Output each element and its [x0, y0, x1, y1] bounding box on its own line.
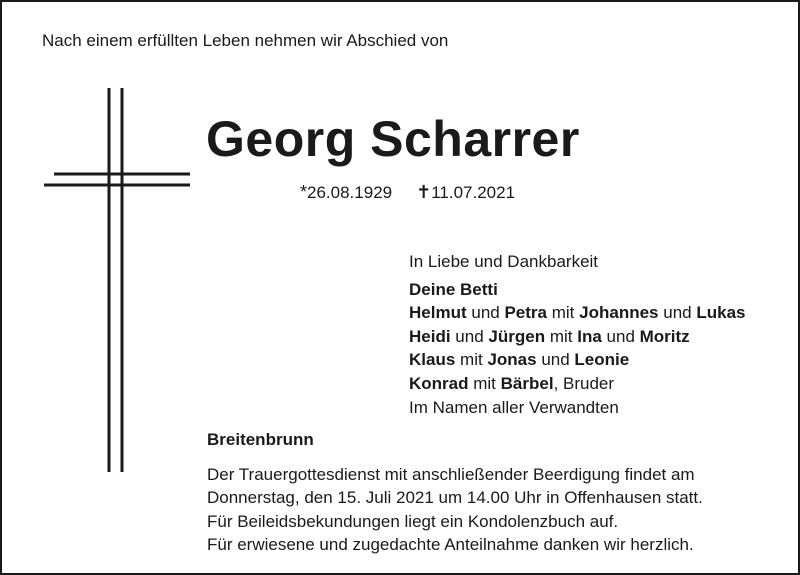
birth-date: 26.08.1929 — [307, 183, 393, 202]
mourner-line: Klaus mit Jonas und Leonie — [409, 350, 630, 370]
place-name: Breitenbrunn — [207, 430, 314, 449]
info-line: Für Beileidsbekundungen liegt ein Kondolenzbuch auf. — [207, 511, 619, 531]
relatives-line: Im Namen aller Verwandten — [409, 397, 619, 417]
mourner-line: Heidi und Jürgen mit Ina und Moritz — [409, 326, 690, 346]
death-date: 11.07.2021 — [431, 183, 516, 202]
birth-symbol: * — [300, 182, 308, 202]
life-dates — [300, 182, 515, 203]
mourner-line: Deine Betti — [409, 279, 498, 299]
greeting: In Liebe und Dankbarkeit — [409, 252, 599, 271]
service-info — [207, 463, 703, 556]
info-line: Für erwiesene und zugedachte Anteilnahme danken wir herzlich. — [207, 534, 694, 554]
mourner-line: Helmut und Petra mit Johannes und Lukas — [409, 303, 746, 323]
cross-icon — [42, 88, 192, 476]
intro-text: Nach einem erfüllten Leben nehmen wir Abschied von — [42, 31, 449, 50]
mourner-line: Konrad mit Bärbel, Bruder — [409, 373, 615, 393]
info-line: Donnerstag, den 15. Juli 2021 um 14.00 Uhr in Offenhausen statt. — [207, 488, 703, 508]
mourners-block — [409, 250, 745, 419]
info-line: Der Trauergottesdienst mit anschließender Beerdigung findet am — [207, 465, 695, 484]
death-cross-icon: ✝ — [416, 182, 432, 202]
deceased-name: Georg Scharrer — [206, 111, 580, 167]
